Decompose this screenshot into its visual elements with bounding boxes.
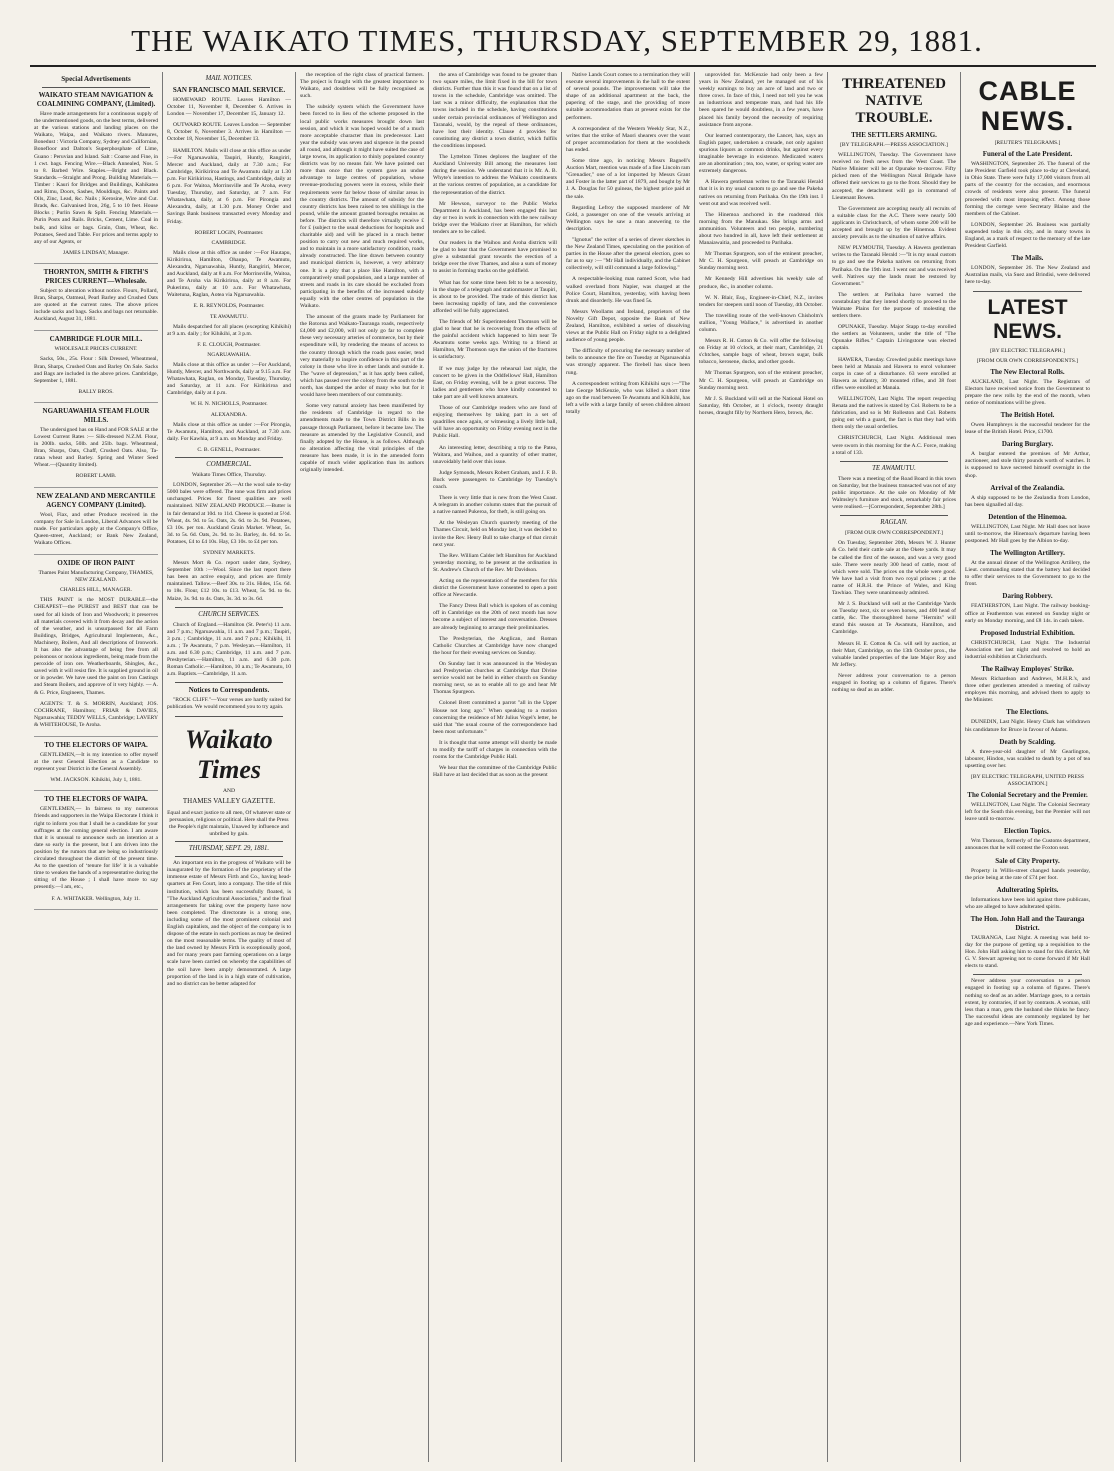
column-2 <box>163 72 296 1462</box>
news-paragraph: FEATHERSTON, Last Night. The railway booking-office at Featherston was entered on Sunday night or early on Monday morning, and £8 14s. in cash taken. <box>965 603 1090 624</box>
church-services: Church of England.—Hamilton (St. Peter's) 11 a.m. and 7 p.m.; Ngaruawahia, 11 a.m. and 7 p.m.; Taupiri, 3 p.m. ; Cambridge, 11 a.m. and 7 p.m.; Kihikihi, 11 a.m. ; Te Awamutu, 7 p.m. Wesleyan.—Hamilton, 11 a.m. and 6.30 p.m.; Cambridge, 11 a.m. and 7 p.m. Presbyterian.—Hamilton, 11 a.m. and 6.30 p.m. Roman Catholic.—Hamilton, 10 a.m.; Te Awamutu, 10 a.m. Baptists.—Cambridge, 11 a.m. <box>167 621 291 678</box>
news-paragraph: Messrs R. H. Cotton & Co. will offer the following on Friday at 10 o'clock, at their mart, Cambridge, 21 s'chtches, sample bags of wheat, brown sugar, bulk tobacco, kerosene, ducks, and other goods. <box>699 338 823 366</box>
ad-ngaruawahia-mills <box>34 407 158 488</box>
ad-title: TO THE ELECTORS OF WAIPA. <box>44 795 148 804</box>
ad-body: The undersigned has on Hand and FOR SALE at the Lowest Current Rates :— Silk-dressed N.Z.M. Flour, in 200lb. sacks, 50lb. and 25lb. bags. Wheatmeal, Bran, Sharps, Oats, Chaff, Crushed Oats. Also, Ta-rataa wheat and Barley. Spring and Winter Seed Wheat.—(Quantity limited). <box>34 426 158 469</box>
news-paragraph: OPUNAKE, Tuesday. Major Stapp to-day enrolled the settlers as Volunteers, under the title of "The Opunake Rifles." Captain Livingstone was elected captain. <box>832 324 956 352</box>
news-paragraph: A three-year-old daughter of Mr Gearlington, labourer, Hindon, was scalded to death by a pot of tea upsetting over her. <box>965 748 1090 769</box>
news-paragraph: W. N. Blair, Esq., Engineer-in-Chief, N.Z., invites tenders for steepers until noon of Tuesday, 4th October. <box>699 294 823 308</box>
section-heading: SYDNEY MARKETS. <box>202 549 255 556</box>
news-paragraph: AUCKLAND, Last Night. The Registrars of Electors have received notice from the Government to prepare the new rolls by the end of the month, when notice of nominations will be given. <box>965 378 1090 406</box>
news-headline: Sale of City Property. <box>995 856 1060 865</box>
news-paragraph: WASHINGTON, September 26. The funeral of the late President Garfield took place to-day at Cleveland, in Ohio State. There were fully 17,000 visitors from all parts of the country for the occasion, and enormous crowds of residents were also present. The funeral proceeded with most imposing effect. Among those forming the cortege were Secretary Blaine and the members of the Cabinet. <box>965 161 1090 217</box>
ad-subtitle: Thames Paint Manufacturing Company, THAMES, NEW ZEALAND. <box>38 570 154 584</box>
news-paragraph: Property in Willis-street changed hands yesterday, the price being at the rate of £74 per foot. <box>965 867 1090 881</box>
news-paragraph: At the annual dinner of the Wellington Artillery, the Lieut. commanding stated that the battery had decided to offer their services to the Government to go to the front. <box>965 560 1090 588</box>
ad-signature: F. A. WHITAKER. Wellington, July 11. <box>51 895 141 902</box>
news-paragraph: A correspondent writing from Kihikihi says :—"The late George McKenzie, who was killed a short time ago on the road between Te Awamutu and Kihikihi, has left a wife with a large family of seven children almost totally <box>566 380 690 416</box>
ad-body: Subject to alteration without notice. Flours, Pollard, Bran, Sharps, Oatmeal, Pearl Barley and Crushed Oats are quoted at the current rates. The above prices include sacks and bags. Sacks and bags not returnable. Auckland, August 31, 1881. <box>34 287 158 323</box>
news-paragraph: Native Lands Court comes to a termination they will execute several improvements in the hall to the extent of several pounds. The improvements will take the shape of an additional apartment at the back, the papering of the stage, and the providing of more suitable accommodation than at present exists for the performers. <box>566 72 690 121</box>
cable-news-heading: CABLE NEWS. <box>978 76 1077 136</box>
divider <box>42 87 150 88</box>
united-press-credit: [BY ELECTRIC TELEGRAPH, UNITED PRESS ASSOCIATION.] <box>971 773 1084 787</box>
news-paragraph: The Fancy Dress Ball which is spoken of as coming off in Cambridge on the 20th of next month has now become a subject of interest and conversation. Dresses are already beginning to arrange their preliminaries. <box>433 603 557 631</box>
news-paragraph: A respectable-looking man named Scott, who had walked overland from Napier, was charged at the Police Court, Hamilton, yesterday, with having been drunk and disorderly. He was fined 5s. <box>566 276 690 304</box>
column-6 <box>695 72 828 1462</box>
correspondent-credit: [FROM OUR OWN CORRESPONDENT.] <box>845 530 943 537</box>
raglan-heading: RAGLAN. <box>880 519 908 527</box>
news-paragraph: Mr J. S. Buckland will sell at the Cambridge Yards on Tuesday next, six or seven horses, and 400 head of cattle, &c. The thoroughbred horse "Hermits" will stand this season at Te Awamutu, Hamilton, and Cambridge. <box>832 601 956 636</box>
news-paragraph: The Hinemoa anchored in the roadstead this morning from the Manukau. She brings arms and ammunition. Volunteers and ten people, numbering about two hundred in all, have left their settlement at Manaiawaitia, and proceeded to Parihaka. <box>699 211 823 247</box>
news-paragraph: The Rev. William Calder left Hamilton for Auckland yesterday morning, to be present at the ordination in St. Andrew's Church of the Rev. Mr Davidson. <box>433 552 557 573</box>
news-paragraph: Acting on the representation of the members for this district the Government have consented to open a post office at Newcastle. <box>433 578 557 599</box>
news-paragraph: LONDON, September 26. Business was partially suspended today in this city, and in many towns in England, as a mark of respect to the memory of the late President Garfield. <box>965 221 1090 250</box>
news-headline: Detention of the Hinemoa. <box>988 512 1067 521</box>
divider <box>175 607 283 608</box>
news-paragraph: NEW PLYMOUTH, Tuesday. A Hawera gentleman writes to the Taranaki Herald :—"It is my usual custom to go and see the Pakeha natives on returning from Parihaka. On the 19th inst. I went out and was received well. Natives say the lands must be restored by Government." <box>832 245 956 287</box>
news-paragraph: Some time ago, in noticing Messrs Bagnell's Auction Mart, mention was made of a fine Lincoln ram "Grenadier," one of a lot imported by Messrs Grant and Foster in the latter part of 1879, and bought by Mr J. A. Douglas for 50 guineas, the highest price paid at the sale. <box>566 158 690 200</box>
ad-body: GENTLEMEN,—It is my intention to offer myself at the next General Election as a Candidate to represent your District in the General Assembly. <box>34 752 158 773</box>
ad-title: OXIDE OF IRON PAINT <box>57 559 135 568</box>
news-headline: Daring Burglary. <box>1001 440 1054 449</box>
paper-subtitle: THAMES VALLEY GAZETTE. <box>182 796 276 805</box>
divider <box>973 974 1082 975</box>
news-paragraph: CHRISTCHURCH, Last Night. Additional men were sworn in this morning for the A.C. Force, making a total of 133. <box>832 435 956 456</box>
telegraph-credit: [BY ELECTRIC TELEGRAPH.] <box>990 347 1065 354</box>
ad-electors-waipa-1 <box>34 741 158 791</box>
masthead-title: THE WAIKATO TIMES, THURSDAY, SEPTEMBER 29, 1881. <box>131 23 983 58</box>
news-paragraph: Messrs Richardson and Andrews, M.H.R.'s, and three other gentlemen attended a meeting of railway employes this morning, and advised them to apply to the Minister. <box>965 676 1090 704</box>
news-paragraph: Mr J. S. Buckland will sell at the National Hotel on Saturday, 8th October, at 1 o'clock, twenty draught horses, draught filly by Northern Hero, brown, &c. <box>699 395 823 416</box>
homeward-route: HOMEWARD ROUTE. Leaves Hamilton — October 11, November 8, December 6. Arrives in London — November 17, December 15, January 12. <box>167 97 291 118</box>
news-paragraph: A ship supposed to be the Zealandia from London, has been signalled all day. <box>965 494 1090 508</box>
news-paragraph: Mr Thomas Spurgeon, son of the eminent preacher, Mr C. H. Spurgeon, will preach at Cambridge on Sunday morning next. <box>699 370 823 391</box>
news-paragraph: HAWERA, Tuesday. Crowded public meetings have been held at Manaia and Hawera to enrol volunteer corps in case of a disturbance. 63 were enrolled at Hawera as infantry, 30 mounted rifles, and 38 foot rifles were enrolled at Manaia. <box>832 356 956 391</box>
news-paragraph: Messrs H. E. Cotton & Co. will sell by auction, at their Mart, Cambridge, on the 13th October prox., the valuable landed properties of the late Major Roy and Mr Jeffery. <box>832 640 956 668</box>
notices-body: "ROCK CLIFF."—Your verses are hardly suited for publication. We would recommend you to try again. <box>167 697 291 711</box>
settlers-arming-heading: THE SETTLERS ARMING. <box>851 131 937 139</box>
date-line: THURSDAY, SEPT. 29, 1881. <box>188 845 270 853</box>
news-paragraph: The travelling route of the well-known Chisholm's stallion, "Young Wallace," is advertised in another column. <box>699 312 823 333</box>
news-paragraph: WELLINGTON, Last Night. The Colonial Secretary left for the South this evening, but the Premier will not leave until to-morrow. <box>965 802 1090 823</box>
news-paragraph: Never address your conversation to a person engaged in footing up a column of figures. There's nothing so deaf as an adder. <box>832 672 956 694</box>
news-headline: The New Electoral Rolls. <box>990 367 1065 376</box>
columns <box>30 72 1096 1462</box>
news-paragraph: CHRISTCHURCH, Last Night. The Industrial Association met last night and resolved to hold an industrial exhibition at Christchurch. <box>965 639 1090 660</box>
column-8 <box>961 72 1094 1462</box>
postmaster-sign: E. R. REYNOLDS, Postmaster. <box>193 303 265 310</box>
news-paragraph: DUNEDIN, Last Night. Henry Clark has withdrawn his candidature for Bruce in favour of Adams. <box>965 719 1090 733</box>
divider <box>175 841 283 842</box>
news-paragraph: Mr Thomas Spurgeon, son of the eminent preacher, Mr C. H. Spurgeon, will preach at Cambridge on Sunday morning next. <box>699 251 823 272</box>
special-ads-heading: Special Advertisements <box>61 75 131 83</box>
threatened-native-heading: THREATENED NATIVE TROUBLE. <box>842 76 946 126</box>
news-headline: Election Topics. <box>1003 827 1052 836</box>
news-paragraph: The Presbyterian, the Anglican, and Roman Catholic Churches at Cambridge have now changed the hour for their evening services on Sunday. <box>433 635 557 656</box>
cambridge-mails: Mails close at this office as under :—For Hautapu, Kirikiriroa, Hamilton, Ohaupo, Te Awamutu, Alexandra, Ngaruawahia, Huntly, Rangiriri, Mercer, and Auckland, daily at 8 a.m. For Morrinsville, Waitoa, and Te Aroha via Kirikiriroa, daily at 8 a.m. For Pukerimu, daily at 10 a.m. For Whatawhata, Waitetuna, Raglan, Aotea via Ngaruawahia. <box>167 249 291 299</box>
news-paragraph: On Tuesday, September 20th, Messrs W. J. Hunter & Co. held their cattle sale at the Okete yards. It may be called the first of the season, and was a very good sale. There were nearly 300 head of cattle, most of which were sold. The prices on the whole were good. We have had a visit from two royal princes ; at the name of H.R.H. the Prince of Wales, and King Tawhiao. They were unanimously admired. <box>832 540 956 596</box>
ad-signature: WM. JACKSON. Kihikihi, July 1, 1881. <box>50 777 142 784</box>
news-headline: Proposed Industrial Exhibition. <box>980 628 1075 637</box>
news-paragraph: unprovided for. McKenzie had only been a few years in New Zealand, yet he managed out of his weekly earnings to buy an acre of land and two or three cows. In face of this, I need not tell you he was an industrious and temperate man, and had his life been spared he would doubtless, in a few years, have placed his family beyond the necessity of requiring assistance from anyone. <box>699 72 823 128</box>
news-paragraph: WELLINGTON, Last Night. Mr Hall does not leave until to-morrow, the Hinemoa's departure having been postponed. Mr Hall goes by the Albion to-day. <box>965 523 1090 544</box>
postmaster-sign: C. B. GENELL, Postmaster. <box>197 446 261 453</box>
news-headline: Funeral of the Late President. <box>982 150 1073 159</box>
ad-electors-waipa-2 <box>34 795 158 909</box>
ad-signature: BALLY BROS. <box>78 388 114 395</box>
news-paragraph: TAURANGA, Last Night. A meeting was held to-day for the purpose of getting up a requisition to the Hon. John Hall asking him to stand for this district, Mr G. V. Stewart agreeing not to come forward if Mr Hall elects to stand. <box>965 934 1090 970</box>
postmaster-sign: W. H. N. NICHOLLS, Postmaster. <box>190 401 268 408</box>
ad-body: Have made arrangements for a continuous supply of the undermentioned goods, on the best terms, delivered at the various stations and landing places on the Waikato, Waipa, and Waikato rivers. Manures, Bonedust : Victoria Company, Sydney and Californian, Bonefloor and Dalton's Superphosphate of Lime, Guano : Peruvian and Island. Salt : Coarse and Fine, in 1 cwt. bags. Fencing Wire.—Black Annealed, Nos. 5 to 8. Barbed Wire. Staples.—Bright and Black. Standards.—Straight and Prong. Building Materials.—Timber : Kauri for Bridges and Buildings, Kahikatea and Rimu, Doors, Sashes, Mouldings, &c. Paints and Oils, Zinc, Lead, &c. Nails ; Kerosine, Wire and Cut. Brads, &c. Galvanised Iron, 26g, 5 to 10 feet. House Blocks ; Purlin Sawn & Split. Fencing Materials.—Purin Posts and Rails. Bricks, Cement, Lime. Coal in bulk, and kilns or bags. Grain, Oats, Wheat, &c. Potatoes, Seed and Table. For prices and terms apply to any of our Agents, or <box>34 111 158 245</box>
ad-waikato-steam <box>34 91 158 264</box>
ad-title: NEW ZEALAND AND MERCANTILE AGENCY COMPANY (Limited). <box>36 491 156 509</box>
ad-subtitle: WHOLESALE PRICES CURRENT. <box>54 346 138 353</box>
news-paragraph: The friends of Mr Superintendent Thomson will be glad to hear that he is recovering from the effects of the painful accident which happened to him near Te Awamutu some weeks ago. Writing to a friend at Hamilton, Mr Thomson says the union of the fractures is satisfactory. <box>433 319 557 361</box>
correspondents-credit: [FROM OUR OWN CORRESPONDENTS.] <box>976 357 1079 364</box>
ad-agents: AGENTS: T. & S. MORRIN, Auckland; JOS. COCHRANE, Hamilton; FRIAR & DAVIES, Ngaruawahia; TEDDY WELLS, Cambridge; LAVERY & WHITEHOUSE, Te Aroha. <box>34 700 158 728</box>
telegraph-credit: [BY TELEGRAPH.—PRESS ASSOCIATION.] <box>840 142 948 148</box>
church-services-heading: CHURCH SERVICES. <box>198 610 260 618</box>
news-headline: Adulterating Spirits. <box>996 885 1059 894</box>
news-paragraph: There is very little that is new from the West Coast. A telegram in another column states that the pursuit of a native named Pukeroa, for theft, is still going on. <box>433 495 557 516</box>
news-headline: The Hon. John Hall and the Tauranga District. <box>970 914 1085 932</box>
news-paragraph: If we may judge by the rehearsal last night, the concert to be given in the Oddfellows' Hall, Hamilton East, on Friday evening, will be a great success. The ladies and gentlemen who have kindly consented to take part are all well known amateurs. <box>433 365 557 400</box>
ad-title: WAIKATO STEAM NAVIGATION & COALMINING COMPANY, (Limited). <box>36 91 156 108</box>
ad-title: THORNTON, SMITH & FIRTH'S PRICES CURRENT—Wholesale. <box>43 267 149 285</box>
news-paragraph: "Ignotus" the writer of a series of clever sketches in the New Zealand Times, speculating on the position of parties in the House after the general election, goes so far as to say :— "Mr Hall individually, and the Cabinet collectively, will still command a large following." <box>566 236 690 272</box>
news-paragraph: WELLINGTON, Last Night. The report respecting Renata and the natives is stated by Col. Roberts to be a fabrication, and so is Mr Rolleston and Col. Roberts going out with a guard, the fact is that they had with them only the usual orderlies. <box>832 396 956 431</box>
news-paragraph: We hear that the committee of the Cambridge Public Hall have at last decided that as soon as the present <box>433 765 557 779</box>
news-paragraph: Those of our Cambridge readers who are fond of enjoying themselves by taking part in a set of quadrilles once again, or witnessing a lively little ball, will have an opportunity on Friday evening next in the Public Hall. <box>433 405 557 440</box>
news-paragraph: Never address your conversation to a person engaged in footing up a column of figures. There's nothing so deaf as an adder. Marriage goes, to a certain extent, by contraries, if not by contrasts. A woman, still less than a man, gets the husband she thinks he fancy. The successful ideas are commonly regulated by her age and experience.—New York Times. <box>965 978 1090 1027</box>
news-paragraph: Mr Hewson, surveyor to the Public Works Department in Auckland, has been engaged this last day or two in work in connection with the new railway bridge over the Waikato river at Hamilton, for which tenders are to be called. <box>433 200 557 235</box>
news-headline: The Elections. <box>1006 708 1049 717</box>
divider <box>840 461 948 462</box>
ad-oxide-paint <box>34 559 158 737</box>
article-paragraph: The subsidy system which the Government have been forced to in lieu of the scheme proposed in the local public works measures brought down last session, and which it was hoped would be of a much more acceptable character than its predecessor. Last year the subsidy was seven and sixpence in the pound all round, and although it might have suited the case of large towns, its application to thinly populated country districts was by no means fair. We have pointed out more than once that the system gave an undue advantage to large centres of population, whose revenue-producing powers were in excess, while their requirements were far below those of similar areas in the country districts. The amount of subsidy for the country districts has been raised to ten shillings in the pound, while the amount granted boroughs remains as before. The districts will therefore virtually receive £ for £ (subject to the usual deductions for hospitals and charitable aid) and will be placed in a much better position to carry out new and much required works, and to maintain in a more satisfactory condition, roads already constructed. The line drawn between country and municipal districts is, however, a very arbitrary one. It is a pity that a place like Hamilton, with a comparatively small population, and a large number of streets and roads in its care should be excluded from participating in the benefits of the increased subsidy equally with the other centres of population in the Waikato. <box>300 104 424 309</box>
article-paragraph: the reception of the right class of practical farmers. The project is fraught with the greatest importance to Waikato, and doubtless will be fully recognised as such. <box>300 72 424 100</box>
te-awamutu-heading: TE AWAMUTU. <box>872 464 916 472</box>
ad-title: TO THE ELECTORS OF WAIPA. <box>44 741 148 749</box>
notices-heading: Notices to Correspondents. <box>188 686 270 695</box>
ad-nz-mercantile <box>34 492 158 555</box>
divider <box>175 682 283 683</box>
postmaster-sign: F. E. CLOUGH, Postmaster. <box>197 341 261 348</box>
postmaster-sign: ROBERT LOGIN, Postmaster. <box>194 229 264 236</box>
news-headline: Daring Robbery. <box>1002 592 1053 601</box>
divider <box>973 291 1082 292</box>
section-heading: TE AWAMUTU. <box>209 313 249 320</box>
ad-signature: JAMES LINDSAY, Manager. <box>62 249 130 256</box>
column-1 <box>30 72 163 1462</box>
news-headline: The Railway Employes' Strike. <box>981 665 1074 674</box>
hamilton-mails: HAMILTON. Mails will close at this office as under :—For Ngaruawahia, Taupiri, Huntly, Rangiriri, Mercer and Auckland, daily at 7.30 a.m.; For Cambridge, Kirikiriroa and Te Awamutu daily at 1.30 p.m. For Kirikiriroa, Hastings, and Cambridge, daily at 6 p.m. For Waitoa, Morrinsville and Te Aroha, every Tuesday, Thursday, and Saturday, at 7 a.m. For Whatawhata, daily, at 6 p.m. For Pirongia and Alexandra, daily, at 1.30 p.m. Money Order and Savings Bank business transacted every Monday and Friday. <box>167 147 291 225</box>
ad-body: GENTLEMEN,— In fairness to my numerous friends and supporters in the Waipa Electorate I think it right to inform you that I shall be a candidate for your suffrages at the coming general election. I am aware that it is unusual to announce such an intention at a date so early in the present, but I am driven into the position by the rumors that are being so industriously circulated throughout the district of the present time. As to the question of ‘tenure for life’ it is a valuable time to weaken the hands of a representative during the sitting of the House ; I shall have more to say presently.—I am, etc., <box>34 806 158 891</box>
ad-cambridge-flour <box>34 335 158 403</box>
news-paragraph: A Hawera gentleman writes to the Taranaki Herald that it is in my usual custom to go and see the Pakeha natives on returning from Parihaka. On the 19th inst. I went out and was received well. <box>699 179 823 207</box>
news-paragraph: Informations have been laid against three publicans, who are alleged to have adulterated spirits. <box>965 896 1090 910</box>
alexandra-mails: Mails close at this office as under :—For Pirongia, Te Awamutu, Hamilton, and Auckland, at 7.30 a.m. daily. For Kawhia, at 9 a.m. on Monday and Friday. <box>167 421 291 442</box>
column-4 <box>429 72 562 1462</box>
news-paragraph: Mr Kennedy Hill advertises his weekly sale of produce, &c., in another column. <box>699 276 823 290</box>
sydney-markets: Messrs Mort & Co. report under date, Sydney, September 10th :—Wool. Since the last report there has been an active enquiry, and prices are firmly maintained. Tallow.—Beef 30s. to 31s. Hides, 15s. 6d. to 18s. Flour, £12 10s. to £13. Wheat, 5s. 9d. to 6s. Maize, 3s. 9d. to 4s. Oats, 3s. 3d. to 3s. 6d. <box>167 560 291 602</box>
awamutu-mails: Mails despatched for all places (excepting Kihikihi) at 9 a.m. daily ; for Kihikihi, at 3 p.m. <box>167 323 291 337</box>
mail-service-heading: SAN FRANCISCO MAIL SERVICE. <box>172 86 286 94</box>
news-paragraph: WELLINGTON, Tuesday. The Government have received no fresh news from the West Coast. The Native Minister will be at Opunake to-morrow. Fifty picked men of the Wellington Naval Brigade have offered their services to go to the front. Should they be accepted, the detachment will go in command of Lieutenant Bowen. <box>832 152 956 201</box>
ad-body: Sacks, 50s., 25s. Flour : Silk Dressed, Wheatmeal, Bran, Sharps, Crushed Oats and Barley On Sale. Sacks and Bags are included in the above prices. Cambridge, September 1, 1881. <box>34 356 158 384</box>
news-paragraph: The Government are accepting nearly all recruits of a suitable class for the A.C. There were nearly 500 applicants in Christchurch, of whom some 200 will be accepted and brought up by the Hinemoa. Evident anxiety prevails as to the situation of native affairs. <box>832 205 956 241</box>
paper-and: AND <box>222 787 236 794</box>
article-paragraph: The amount of the grants made by Parliament for the Rotorua and Waikato-Tauranga roads, respectively £4,000 and £2,000, will not only go far to complete these very necessary arteries of commerce, but by their expenditure will, by rendering the means of access to the country through which the roads pass easier, tend very materially to inspire confidence in this part of the colony in those who live in other lands and outside it. The "wave of depression," as it has aptly been called, which has passed over the colony from the south to the north, has damped the ardor of many who but for it would have been members of our community. <box>300 314 424 399</box>
news-paragraph: Wm Thomson, formerly of the Customs department, announces that he will contest the Foxton seat. <box>965 838 1090 852</box>
news-paragraph: The settlers at Parihaka have warned the constabulary that they intend shortly to proceed to the Waimate Plains for the purpose of molesting the settlers there. <box>832 291 956 320</box>
news-paragraph: A burglar entered the premises of Mr Arthur, auctioneer, and stole thirty pounds worth of watches. It is supposed to have secreted himself overnight in the shop. <box>965 451 1090 479</box>
ad-title: NGARUAWAHIA STEAM FLOUR MILLS. <box>42 406 150 424</box>
ngaruawahia-mails: Mails close at this office as under :—For Auckland, Huntly, Mercer, and Northwards, daily at 9.15 a.m. For Whatawhata, Raglan, on Monday, Tuesday, Thursday, and Saturday, at 11 a.m. For Kirikiriroa and Cambridge, daily at 4 p.m. <box>167 362 291 397</box>
commercial-body: LONDON, September 26.—At the wool sale to-day 5000 bales were offered. The tone was firm and prices unchanged. Prices for finest qualities are well maintained. NEW ZEALAND PRODUCE.—Butter is in fair demand at 10d. to 11d. Cheese is quoted at 5½d. Wheat, 4s. 9d. to 5s. Oats, 2s. 6d. to 2s. 9d. Potatoes, £3 10s. per ton. Auckland Grain Market. Wheat, 5s. 3d. to 5s. 6d. Oats, 2s. 9d. to 3s. Barley, 4s. 6d. to 5s. Potatoes, £4 to £4 10s. Hay, £3 10s. to £4 per ton. <box>167 482 291 545</box>
leader-article: An important era in the progress of Waikato will be inaugurated by the formation of the proprietary of the immense estate of Messrs Firth and Co., having head-quarters at Fen Court, into a company. The title of this institution, which has been successfully floated, is "The Auckland Agricultural Association," and the final arrangements for taking over the property have now been completed. The directorate is a strong one, including some of the most prominent colonial and English capitalists, and the object of the company is to dispose of the estate in such portions as may be desired on the most reasonable terms. The quality of most of the land owned by Messrs Firth is exceptionally good, and for many years past farming operations on a large scale have been carried on whereby the capabilities of the soil have been amply demonstrated. A large proportion of the land is in a high state of cultivation, and no district can be better adapted for <box>167 860 291 987</box>
divider <box>175 716 283 717</box>
ad-title: CAMBRIDGE FLOUR MILL. <box>49 335 143 344</box>
news-paragraph: On Sunday last it was announced in the Wesleyan and Presbyterian churches at Cambridge that Divine service would not be held in either church on Sunday morning next, so as to enable all to go and hear Mr Thomas Spurgeon. <box>433 660 557 696</box>
news-paragraph: An interesting letter, describing a trip to the Patea, Waitara, and Waihou, and a quantity of other matter, unavoidably held over this issue. <box>433 444 557 465</box>
outward-route: OUTWARD ROUTE. Leaves London — September 8, October 6, November 3. Arrives in Hamilton — October 18, November 15, December 13. <box>167 122 291 143</box>
column-5 <box>562 72 695 1462</box>
section-heading: CAMBRIDGE. <box>211 239 247 246</box>
divider <box>840 515 948 516</box>
news-paragraph: There was a meeting of the Road Board in this town on Saturday, but the business transacted was not of any public importance. At the sale on Monday of Mr Walmsley's furniture and stock, remarkably fair prices were realised.—[Correspondent, September 28th.] <box>832 475 956 511</box>
ad-signature: ROBERT LAMB. <box>75 473 117 480</box>
column-3 <box>296 72 429 1462</box>
commercial-heading: COMMERCIAL. <box>206 461 252 469</box>
ad-body: Wool, Flax, and other Produce received in the company for Sale in London, Liberal Advances will be made. For particulars apply at the Company's Office, Queen-street, Auckland; or Bank New Zealand, Waikato Offices. <box>34 511 158 546</box>
news-paragraph: the area of Cambridge was found to be greater than two square miles, the limit fixed in the bill for town districts. Further than this it was found that on a list of towns in the schedule, Cambridge was omitted. The last was a minor difficulty, the explanation that the towns included in the schedule, having constitutions under certain provincial ordinances of Wellington and Taranaki, would, by the repeal of these ordinances, have lost their identity. Clause 4 provides for constituting any district a town district, which fulfils the conditions imposed. <box>433 72 557 149</box>
news-paragraph: LONDON, September 26. The New Zealand and Australian mails, via Suez and Brindisi, were delivered here to-day. <box>965 265 1090 286</box>
paper-motto: Equal and exact justice to all men, Of whatever state or persuasion, religious or political. Here shall the Press the People's right maintain, Unawed by influence and unbribed by gain. <box>167 809 291 838</box>
section-heading: ALEXANDRA. <box>210 411 248 418</box>
ad-thornton-smith <box>34 268 158 331</box>
commercial-subheading: Waikato Times Office, Thursday. <box>191 472 267 479</box>
news-headline: The Mails. <box>1011 254 1044 263</box>
divider <box>175 457 283 458</box>
news-paragraph: It is thought that some attempt will shortly be made to modify the tariff of charges in connection with the rooms for the Cambridge Public Hall. <box>433 739 557 761</box>
masthead-rule <box>30 65 1096 67</box>
mail-notices-heading: MAIL NOTICES. <box>205 75 253 82</box>
news-headline: Death by Scalding. <box>999 737 1056 746</box>
news-paragraph: The difficulty of procuring the necessary number of bells to announce the fire on Tuesday at Ngaruawahia was strongly apparent. The firebell has since been rung. <box>566 348 690 376</box>
news-paragraph: Messrs Woollams and Ireland, proprietors of the Novelty Gift Depot, opposite the Bank of New Zealand, Hamilton, exhibited a series of dissolving views at the Public Hall on Friday night to a delighted audience of young people. <box>566 308 690 344</box>
news-paragraph: Owen Humphreys is the successful tenderer for the lease of the British Hotel. Price, £1700. <box>965 422 1090 436</box>
news-paragraph: What has for some time been felt to be a necessity, in the shape of a telegraph and stationmaster at Taupiri, is about to be provided. The trade of this district has been increasing rapidly of late, and the convenience afforded will be fully appreciated. <box>433 279 557 314</box>
section-heading: NGARUAWAHIA. <box>207 351 251 358</box>
news-paragraph: Our learned contemporary, the Lancet, has, says an English paper, undertaken a crusade, not only against spurious liquors as common drinks, but against every imaginable beverage in existence. Medicated waters are an abomination ; tea, too, water, or spring water are extremely dangerous. <box>699 132 823 175</box>
news-headline: The Colonial Secretary and the Premier. <box>967 791 1088 800</box>
masthead <box>0 22 1114 62</box>
news-headline: The British Hotel. <box>1000 411 1055 420</box>
news-paragraph: A correspondent of the Western Weekly Star, N.Z., writes that the strike of Maori shearers over the want of proper accommodation for them at the woolsheds has ended. <box>566 125 690 153</box>
column-7 <box>828 72 961 1462</box>
ad-signature: CHARLES HILL, MANAGER. <box>59 587 133 594</box>
news-headline: The Wellington Artillery. <box>990 549 1065 558</box>
news-paragraph: Regarding Lefroy the supposed murderer of Mr Gold, a passenger on one of the vessels arriving at Wellington says he saw a man answering to the description. <box>566 204 690 232</box>
news-headline: Arrival of the Zealandia. <box>990 483 1065 492</box>
news-paragraph: Colonel Brett committed a parrot "all in the Upper House not long ago." When speaking to a motion concerning the residence of Mr Julius Vogel's letter, he said that "the usual course of the correspondence had been most unfortunate." <box>433 700 557 735</box>
ad-body: THIS PAINT is the MOST DURABLE—the CHEAPEST—the PUREST and BEST that can be used for all kinds of Iron and Woodwork; it preserves all materials covered with it from decay and the action of the weather, and is unsurpassed for all Farm Buildings, Bridges, Agricultural Implements, &c., Machinery, Boilers, And all descriptions of Ironwork. It has also the advantage of being free from all poisonous or noxious ingredients, being made from the peroxide of iron ore. Weatherboards, Shingles, &c., saved with it will resist fire. It is supplied ground in oil or in powder. We have used the paint on Iron Castings and Steam Boilers, and approve of it very highly. — A. & G. Price, Engineers, Thames. <box>34 597 158 696</box>
paper-title: Waikato Times <box>185 724 273 784</box>
reuter-credit: [REUTER'S TELEGRAMS.] <box>994 140 1061 146</box>
news-paragraph: Judge Symonds, Messrs Robert Graham, and J. F. B. Buck were passengers to Cambridge by Tuesday's coach. <box>433 469 557 490</box>
news-paragraph: At the Wesleyan Church quarterly meeting of the Thames Circuit, held on Monday last, it was decided to invite the Rev. Henry Bull to take charge of that circuit next year. <box>433 520 557 548</box>
latest-news-heading: LATEST NEWS. <box>987 295 1068 343</box>
news-paragraph: The Lyttelton Times deplores the laughter of the Auckland University Bill among the measures lost during the session. We understand that it is Mr. A. B. Whyte's intention to address the Waikato constituents at the various centres of population, as a candidate for the representation of the district. <box>433 154 557 196</box>
article-paragraph: Some very natural anxiety has been manifested by the residents of Cambridge in regard to the amendments made to the Town District Bills in its passage through Parliament, before it became law. The measure as amended by the Legislative Council, and finally adopted by the House, is as follows. Although no alteration affecting the vital principles of the measure has been made, it is in the amended form capable of much wider application than its authors originally intended. <box>300 403 424 474</box>
divider <box>175 856 283 857</box>
news-paragraph: Our readers in the Waihou and Aroha districts will be glad to hear that the Government have promised to give a substantial grant towards the erection of a bridge over the river Thames, and also a sum of money to assist in forming tracks on the goldfield. <box>433 240 557 275</box>
